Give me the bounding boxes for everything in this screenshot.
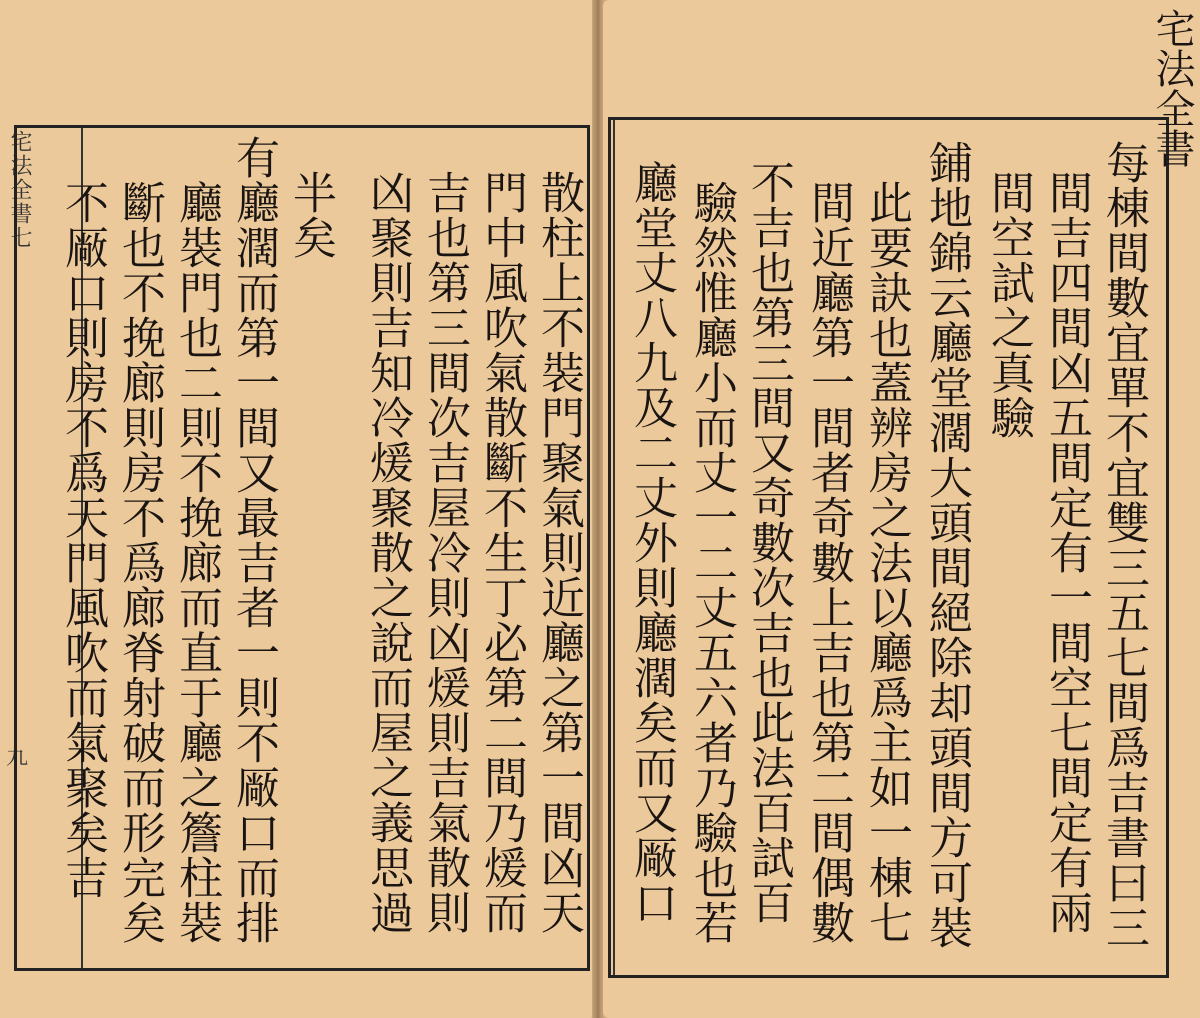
text-column: 廳裝門也二則不挽廊而直于廳之簷柱裝 (171, 180, 222, 945)
text-column: 半矣 (285, 170, 336, 260)
text-column: 不吉也第三間又奇數次吉也此法百試百 (743, 160, 794, 925)
page-number: 九 (6, 745, 29, 770)
text-column: 斷也不挽廊則房不爲廊脊射破而形完矣 (114, 180, 165, 945)
text-column: 散柱上不裝門聚氣則近廳之第一間凶天 (533, 170, 584, 935)
text-column: 間吉四間凶五間定有一間空七間定有兩 (1041, 170, 1092, 935)
text-column: 此要訣也蓋辨房之法以廳爲主如一棟七 (861, 180, 912, 945)
text-column: 驗然惟廳小而丈一二丈五六者乃驗也若 (686, 180, 737, 945)
text-column: 吉也第三間次吉屋冷則凶煖則吉氣散則 (419, 170, 470, 935)
right-running-title: 宅法全書 (1149, 8, 1195, 168)
text-column: 凶聚則吉知冷煖聚散之說而屋之義思過 (362, 170, 413, 935)
text-column: 間近廳第一間者奇數上吉也第二間偶數 (803, 180, 854, 945)
text-column: 有廳濶而第一間又最吉者一則不厰口而排 (228, 135, 279, 945)
text-column: 廳堂丈八九及二丈外則廳濶矣而又厰口 (626, 160, 677, 925)
column-rule (613, 120, 615, 975)
text-column: 間空試之真驗 (983, 170, 1034, 440)
text-column: 門中風吹氣散斷不生丁必第二間乃煖而 (476, 170, 527, 935)
left-page (0, 0, 596, 1018)
text-column: 不厰口則房不爲天門風吹而氣聚矣吉 (57, 180, 108, 900)
text-column: 鋪地錦云廳堂濶大頭間絕除却頭間方可裝 (921, 140, 972, 950)
text-column: 每棟間數宜單不宜雙三五七間爲吉書曰三 (1098, 140, 1149, 950)
left-running-title: 宅法全書七 (7, 130, 32, 250)
